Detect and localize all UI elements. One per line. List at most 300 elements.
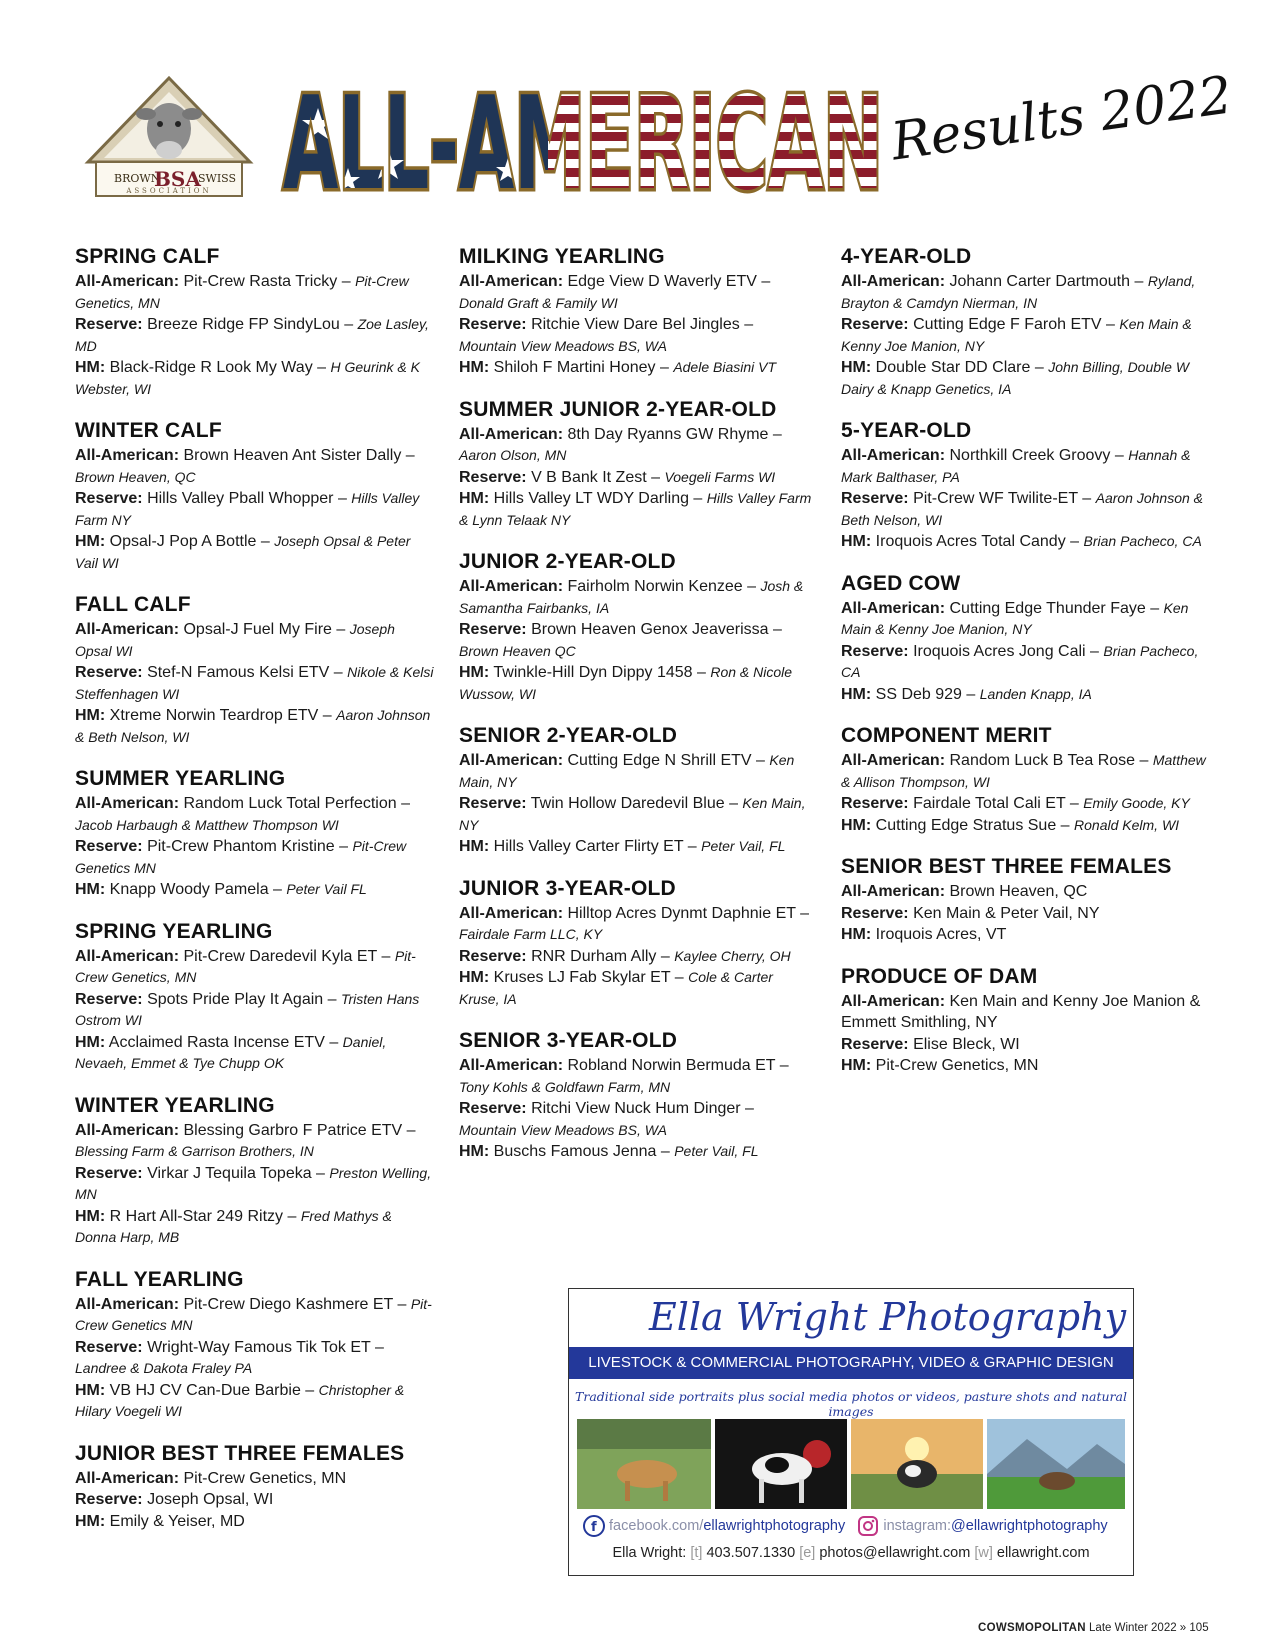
bsa-logo [84,74,254,204]
results-section [75,1093,435,1249]
award-entry [75,1489,435,1511]
exhibitor-name: Mountain View Meadows BS, WA [459,337,668,354]
award-label: All-American: [75,1469,180,1487]
award-entry [459,967,814,1010]
animal-name: RNR Durham Ally – [531,947,675,965]
exhibitor-name: Cole & Carter Kruse, IA [459,969,773,1007]
exhibitor-name: Ronald Kelm, WI [1074,816,1180,833]
animal-name: Iroquois Acres Jong Cali – [913,642,1104,660]
animal-name: Pit-Crew Daredevil Kyla ET – [183,947,395,965]
photo-sunset-cow [851,1419,983,1509]
award-label: Reserve: [459,795,527,812]
animal-name: Double Star DD Clare – [875,359,1049,376]
award-entry [75,793,435,836]
ad-services-bar: LIVESTOCK & COMMERCIAL PHOTOGRAPHY, VIDEO & GRAPHIC DESIGN [569,1347,1133,1379]
animal-name: Pit-Crew Rasta Tricky – [183,273,356,290]
animal-name: Cutting Edge Stratus Sue – [875,816,1075,834]
exhibitor-name: Joseph Opsal WI [75,621,395,659]
animal-name: Joseph Opsal, WI [147,1491,274,1508]
section-title: SUMMER YEARLING [75,767,286,790]
award-label: HM: [75,359,106,376]
award-entry [75,1380,435,1423]
animal-name: Blessing Garbro F Patrice ETV – [183,1121,416,1139]
section-title: SPRING CALF [75,245,220,268]
column-1 [75,244,435,1550]
section-title: SENIOR BEST THREE FEMALES [841,855,1172,878]
results-section [841,964,1216,1077]
exhibitor-name: Ken Main, NY [459,795,806,833]
award-entry [459,1098,814,1141]
exhibitor-name: Brown Heaven QC [459,642,576,659]
section-title: PRODUCE OF DAM [841,964,1038,988]
ad-tagline: Traditional side portraits plus social media photos or videos, pasture shots and natural images [575,1389,1127,1419]
exhibitor-name: Adele Biasini VT [673,359,777,375]
award-entry [841,641,1216,684]
exhibitor-name: Pit-Crew Genetics, MN [75,947,416,985]
animal-name: Ken Main and Kenny Joe Manion & Emmett Smithling, NY [841,992,1201,1031]
award-entry [841,881,1216,903]
award-entry [459,467,814,489]
exhibitor-name: Christopher & Hilary Voegeli WI [75,1381,405,1419]
section-title: JUNIOR BEST THREE FEMALES [75,1441,405,1465]
award-entry [841,531,1216,553]
award-label: Reserve: [841,904,909,922]
award-label: All-American: [459,578,564,595]
award-entry [75,1120,435,1163]
results-section [75,1441,435,1533]
animal-name: Buschs Famous Jenna – [493,1143,675,1160]
award-entry [459,424,814,467]
exhibitor-name: Brown Heaven, QC [75,468,196,485]
award-entry [75,705,435,748]
exhibitor-name: Peter Vail, FL [674,1143,759,1159]
award-label: HM: [75,1207,106,1225]
animal-name: Brown Heaven Ant Sister Dally – [183,447,415,464]
exhibitor-name: Aaron Olson, MN [459,447,567,463]
exhibitor-name: Matthew & Allison Thompson, WI [841,752,1206,790]
exhibitor-name: Fairdale Farm LLC, KY [459,926,603,942]
animal-name: Knapp Woody Pamela – [109,881,287,898]
section-title: SENIOR 2-YEAR-OLD [459,724,678,747]
exhibitor-name: Hannah & Mark Balthaser, PA [841,447,1191,485]
award-entry [841,598,1216,641]
exhibitor-name: Pit-Crew Genetics MN [75,1295,432,1333]
award-entry [841,488,1216,531]
award-label: HM: [841,816,872,834]
animal-name: Ritchie View Dare Bel Jingles – [531,316,754,333]
results-section [459,549,814,705]
award-entry [75,1294,435,1337]
award-entry [75,1511,435,1533]
svg-text:ASSOCIATION: ASSOCIATION [126,187,212,195]
section-title: COMPONENT MERIT [841,724,1052,747]
animal-name: Spots Pride Play It Again – [147,990,341,1008]
exhibitor-name: Nikole & Kelsi Steffenhagen WI [75,664,434,702]
svg-text:BSA: BSA [154,167,201,191]
animal-name: Breeze Ridge FP SindyLou – [147,316,358,333]
award-entry [75,1468,435,1490]
exhibitor-name: Fred Mathys & Donna Harp, MB [75,1207,392,1245]
section-title: SENIOR 3-YEAR-OLD [459,1029,678,1052]
animal-name: Fairdale Total Cali ET – [913,795,1084,812]
award-label: Reserve: [459,1100,527,1117]
exhibitor-name: Kaylee Cherry, OH [674,947,791,964]
exhibitor-name: Brian Pacheco, CA [841,642,1199,680]
results-section [75,244,435,400]
award-entry [459,836,814,858]
column-2 [459,244,814,1181]
award-label: All-American: [75,621,180,638]
exhibitor-name: Voegeli Farms WI [664,468,776,485]
column-3 [841,244,1216,1095]
award-label: HM: [841,1057,872,1074]
animal-name: Pit-Crew WF Twilite-ET – [913,490,1096,507]
award-entry [75,445,435,488]
award-label: Reserve: [75,316,143,333]
website[interactable]: ellawright.com [996,1545,1090,1561]
exhibitor-name: Jacob Harbaugh & Matthew Thompson WI [75,816,339,833]
results-section [459,397,814,532]
animal-name: Acclaimed Rasta Incense ETV – [108,1033,343,1051]
photo-holstein-night [715,1419,847,1509]
award-label: HM: [459,490,490,507]
award-entry [841,793,1216,815]
award-label: All-American: [75,1121,180,1139]
award-label: HM: [459,1143,490,1160]
instagram-handle[interactable]: @ellawrightphotography [951,1517,1108,1534]
award-label: All-American: [459,425,564,443]
svg-text:BROWN: BROWN [114,172,161,185]
award-entry [75,1032,435,1075]
exhibitor-name: Landree & Dakota Fraley PA [75,1360,253,1376]
exhibitor-name: John Billing, Double W Dairy & Knapp Genetics, IA [841,359,1190,397]
animal-name: Shiloh F Martini Honey – [493,359,674,376]
ad-brand-script: Ella Wright Photography [649,1295,1127,1339]
award-label: HM: [841,533,872,550]
animal-name: Xtreme Norwin Teardrop ETV – [109,707,337,724]
section-title: FALL CALF [75,593,191,616]
animal-name: Hilltop Acres Dynmt Daphnie ET – [567,904,810,922]
award-entry [75,271,435,314]
animal-name: Twin Hollow Daredevil Blue – [530,795,743,812]
instagram-icon[interactable] [857,1515,879,1537]
award-entry [841,1055,1216,1077]
award-entry [459,488,814,531]
award-label: HM: [841,685,872,703]
results-section [75,919,435,1075]
issue-label: Late Winter 2022 » [1089,1622,1187,1634]
results-section [841,418,1216,553]
award-entry [841,903,1216,925]
award-entry [841,1034,1216,1056]
award-label: All-American: [841,992,946,1010]
award-entry [75,1163,435,1206]
ella-wright-ad[interactable] [568,1288,1134,1576]
award-label: All-American: [841,447,946,464]
award-entry [75,1206,435,1249]
animal-name: Elise Bleck, WI [913,1035,1020,1053]
animal-name: SS Deb 929 – [875,685,980,703]
award-entry [459,903,814,946]
award-label: HM: [841,359,872,376]
award-label: Reserve: [75,490,143,507]
award-label: HM: [75,1381,106,1399]
facebook-prefix[interactable]: facebook.com/ [609,1517,704,1534]
exhibitor-name: Ron & Nicole Wussow, WI [459,664,793,702]
award-entry [459,750,814,793]
award-label: All-American: [841,883,946,900]
animal-name: Virkar J Tequila Topeka – [147,1164,330,1182]
exhibitor-name: Preston Welling, MN [75,1164,432,1202]
exhibitor-name: Ken Main & Kenny Joe Manion, NY [841,599,1189,637]
award-entry [75,314,435,357]
animal-name: Pit-Crew Genetics, MN [183,1469,347,1487]
animal-name: R Hart All-Star 249 Ritzy – [109,1207,301,1225]
animal-name: Northkill Creek Groovy – [949,447,1129,464]
results-section [459,244,814,379]
section-title: 4-YEAR-OLD [841,245,972,268]
phone[interactable]: 403.507.1330 [706,1545,796,1561]
award-label: All-American: [459,1057,564,1074]
award-entry [841,924,1216,946]
award-entry [75,662,435,705]
results-title: Results 2022 [887,65,1236,173]
exhibitor-name: Hills Valley Farm NY [75,490,420,528]
results-section [841,723,1216,836]
animal-name: Opsal-J Pop A Bottle – [109,533,275,550]
animal-name: Cutting Edge N Shrill ETV – [567,752,770,769]
exhibitor-name: Josh & Samantha Fairbanks, IA [459,578,804,616]
page-number: 105 [1189,1622,1209,1634]
page-footer [978,1622,1209,1634]
award-label: HM: [459,969,490,986]
award-label: Reserve: [841,642,909,660]
results-section [75,418,435,574]
magazine-name: COWSMOPOLITAN [978,1622,1086,1634]
award-label: All-American: [841,273,946,290]
award-entry [841,271,1216,314]
award-entry [459,1055,814,1098]
award-entry [75,989,435,1032]
award-entry [75,836,435,879]
exhibitor-name: Ken Main, NY [459,752,795,790]
animal-name: V B Bank It Zest – [531,468,665,486]
award-entry [459,946,814,968]
award-entry [75,1337,435,1380]
animal-name: Cutting Edge F Faroh ETV – [913,316,1120,333]
award-label: Reserve: [75,838,143,855]
award-entry [459,619,814,662]
phone-key: [t] [690,1545,703,1561]
exhibitor-name: H Geurink & K Webster, WI [75,359,420,397]
animal-name: Johann Carter Dartmouth – [949,273,1148,290]
instagram-prefix[interactable]: instagram: [883,1517,952,1534]
award-entry [841,314,1216,357]
exhibitor-name: Peter Vail FL [286,881,367,897]
results-section [75,766,435,901]
award-entry [75,946,435,989]
animal-name: Hills Valley Pball Whopper – [147,490,352,507]
award-label: Reserve: [75,1164,143,1182]
exhibitor-name: Daniel, Nevaeh, Emmet & Tye Chupp OK [75,1033,387,1071]
exhibitor-name: Zoe Lasley, MD [75,316,429,354]
exhibitor-name: Tony Kohls & Goldfawn Farm, MN [459,1078,671,1095]
animal-name: Brown Heaven, QC [949,883,1088,900]
animal-name: Random Luck B Tea Rose – [949,752,1153,769]
animal-name: Black-Ridge R Look My Way – [109,359,331,376]
section-title: JUNIOR 2-YEAR-OLD [459,550,676,573]
award-label: Reserve: [841,1035,909,1053]
award-label: All-American: [459,273,564,290]
award-label: All-American: [75,1295,180,1313]
animal-name: Twinkle-Hill Dyn Dippy 1458 – [493,664,711,681]
award-label: Reserve: [459,947,527,965]
award-entry [459,793,814,836]
award-label: Reserve: [459,316,527,333]
award-entry [841,750,1216,793]
animal-name: Random Luck Total Perfection – [183,795,410,812]
award-entry [75,531,435,574]
award-entry [841,815,1216,837]
animal-name: Opsal-J Fuel My Fire – [183,621,350,638]
award-entry [841,357,1216,400]
award-label: All-American: [75,447,180,464]
results-section [459,723,814,858]
animal-name: Edge View D Waverly ETV – [567,273,771,290]
section-title: MILKING YEARLING [459,245,665,268]
exhibitor-name: Brian Pacheco, CA [1083,533,1202,549]
ad-photo-strip [577,1419,1125,1509]
award-entry [75,879,435,901]
animal-name: Pit-Crew Genetics, MN [875,1057,1039,1074]
award-entry [75,357,435,400]
results-section [841,244,1216,400]
exhibitor-name: Mountain View Meadows BS, WA [459,1121,668,1138]
results-section [841,571,1216,706]
animal-name: Iroquois Acres, VT [875,926,1007,943]
exhibitor-name: Peter Vail, FL [701,838,786,854]
exhibitor-name: Joseph Opsal & Peter Vail WI [75,533,411,571]
exhibitor-name: Ryland, Brayton & Camdyn Nierman, IN [841,273,1196,311]
award-label: HM: [75,1512,106,1530]
award-label: HM: [75,881,106,898]
animal-name: Brown Heaven Genox Jeaverissa – [531,621,782,638]
svg-text:SWISS: SWISS [198,172,237,185]
ad-contact-line [569,1545,1133,1561]
section-title: AGED COW [841,571,961,595]
email-key: [e] [799,1545,816,1561]
award-label: All-American: [841,599,946,617]
section-title: JUNIOR 3-YEAR-OLD [459,876,676,900]
animal-name: Iroquois Acres Total Candy – [875,533,1084,550]
email[interactable]: photos@ellawright.com [819,1545,971,1561]
award-entry [459,314,814,357]
results-section [459,876,814,1011]
animal-name: Pit-Crew Phantom Kristine – [147,838,353,855]
award-entry [459,357,814,379]
section-title: SUMMER JUNIOR 2-YEAR-OLD [459,397,777,421]
award-label: HM: [459,838,490,855]
award-label: Reserve: [841,795,909,812]
award-label: All-American: [75,947,180,965]
animal-name: Cutting Edge Thunder Faye – [949,599,1164,617]
award-label: All-American: [459,752,564,769]
animal-name: VB HJ CV Can-Due Barbie – [109,1381,319,1399]
section-title: WINTER YEARLING [75,1093,275,1117]
award-entry [841,445,1216,488]
award-label: All-American: [459,904,564,922]
exhibitor-name: Emily Goode, KY [1083,795,1190,811]
exhibitor-name: Ken Main & Kenny Joe Manion, NY [841,316,1192,354]
section-title: WINTER CALF [75,419,222,442]
award-label: Reserve: [75,990,143,1008]
facebook-handle[interactable]: ellawrightphotography [703,1517,846,1534]
award-label: Reserve: [75,1338,143,1356]
animal-name: Pit-Crew Diego Kashmere ET – [183,1295,411,1313]
exhibitor-name: Pit-Crew Genetics, MN [75,273,409,311]
facebook-icon[interactable] [583,1515,605,1537]
section-title: SPRING YEARLING [75,919,273,943]
award-label: HM: [75,707,106,724]
animal-name: Ken Main & Peter Vail, NY [913,904,1100,922]
animal-name: Hills Valley LT WDY Darling – [493,490,707,507]
award-entry [459,576,814,619]
award-entry [459,1141,814,1163]
photo-jersey-cow [577,1419,711,1509]
results-section [75,592,435,748]
animal-name: 8th Day Ryanns GW Rhyme – [567,425,782,443]
exhibitor-name: Aaron Johnson & Beth Nelson, WI [841,490,1204,528]
exhibitor-name: Blessing Farm & Garrison Brothers, IN [75,1143,314,1159]
award-entry [459,271,814,314]
animal-name: Stef-N Famous Kelsi ETV – [147,664,348,681]
results-section [459,1028,814,1163]
award-label: All-American: [841,752,946,769]
award-label: HM: [75,533,106,550]
award-label: Reserve: [841,316,909,333]
animal-name: Emily & Yeiser, MD [109,1512,245,1530]
contact-name: Ella Wright: [612,1545,687,1561]
animal-name: Hills Valley Carter Flirty ET – [493,838,702,855]
animal-name: Ritchi View Nuck Hum Dinger – [531,1100,754,1117]
award-label: HM: [459,359,490,376]
photo-mountain-pasture [987,1419,1125,1509]
results-section [75,1267,435,1423]
section-title: FALL YEARLING [75,1267,244,1291]
award-label: HM: [75,1033,106,1051]
animal-name: Robland Norwin Bermuda ET – [567,1057,789,1074]
exhibitor-name: Donald Graft & Family WI [459,294,618,311]
section-title: 5-YEAR-OLD [841,419,972,442]
exhibitor-name: Aaron Johnson & Beth Nelson, WI [75,707,431,745]
animal-name: Fairholm Norwin Kenzee – [567,578,761,595]
ad-social-links[interactable] [583,1515,1123,1539]
animal-name: Wright-Way Famous Tik Tok ET – [147,1338,384,1356]
award-entry [841,991,1216,1034]
exhibitor-name: Hills Valley Farm & Lynn Telaak NY [459,490,812,528]
exhibitor-name: Tristen Hans Ostrom WI [75,990,420,1028]
award-label: Reserve: [459,621,527,638]
web-key: [w] [974,1545,993,1561]
award-label: All-American: [75,795,180,812]
animal-name: Kruses LJ Fab Skylar ET – [493,969,689,986]
award-label: Reserve: [75,1491,143,1508]
exhibitor-name: Pit-Crew Genetics MN [75,838,407,876]
award-label: Reserve: [459,468,527,486]
award-label: Reserve: [75,664,143,681]
award-entry [841,684,1216,706]
award-label: Reserve: [841,490,909,507]
